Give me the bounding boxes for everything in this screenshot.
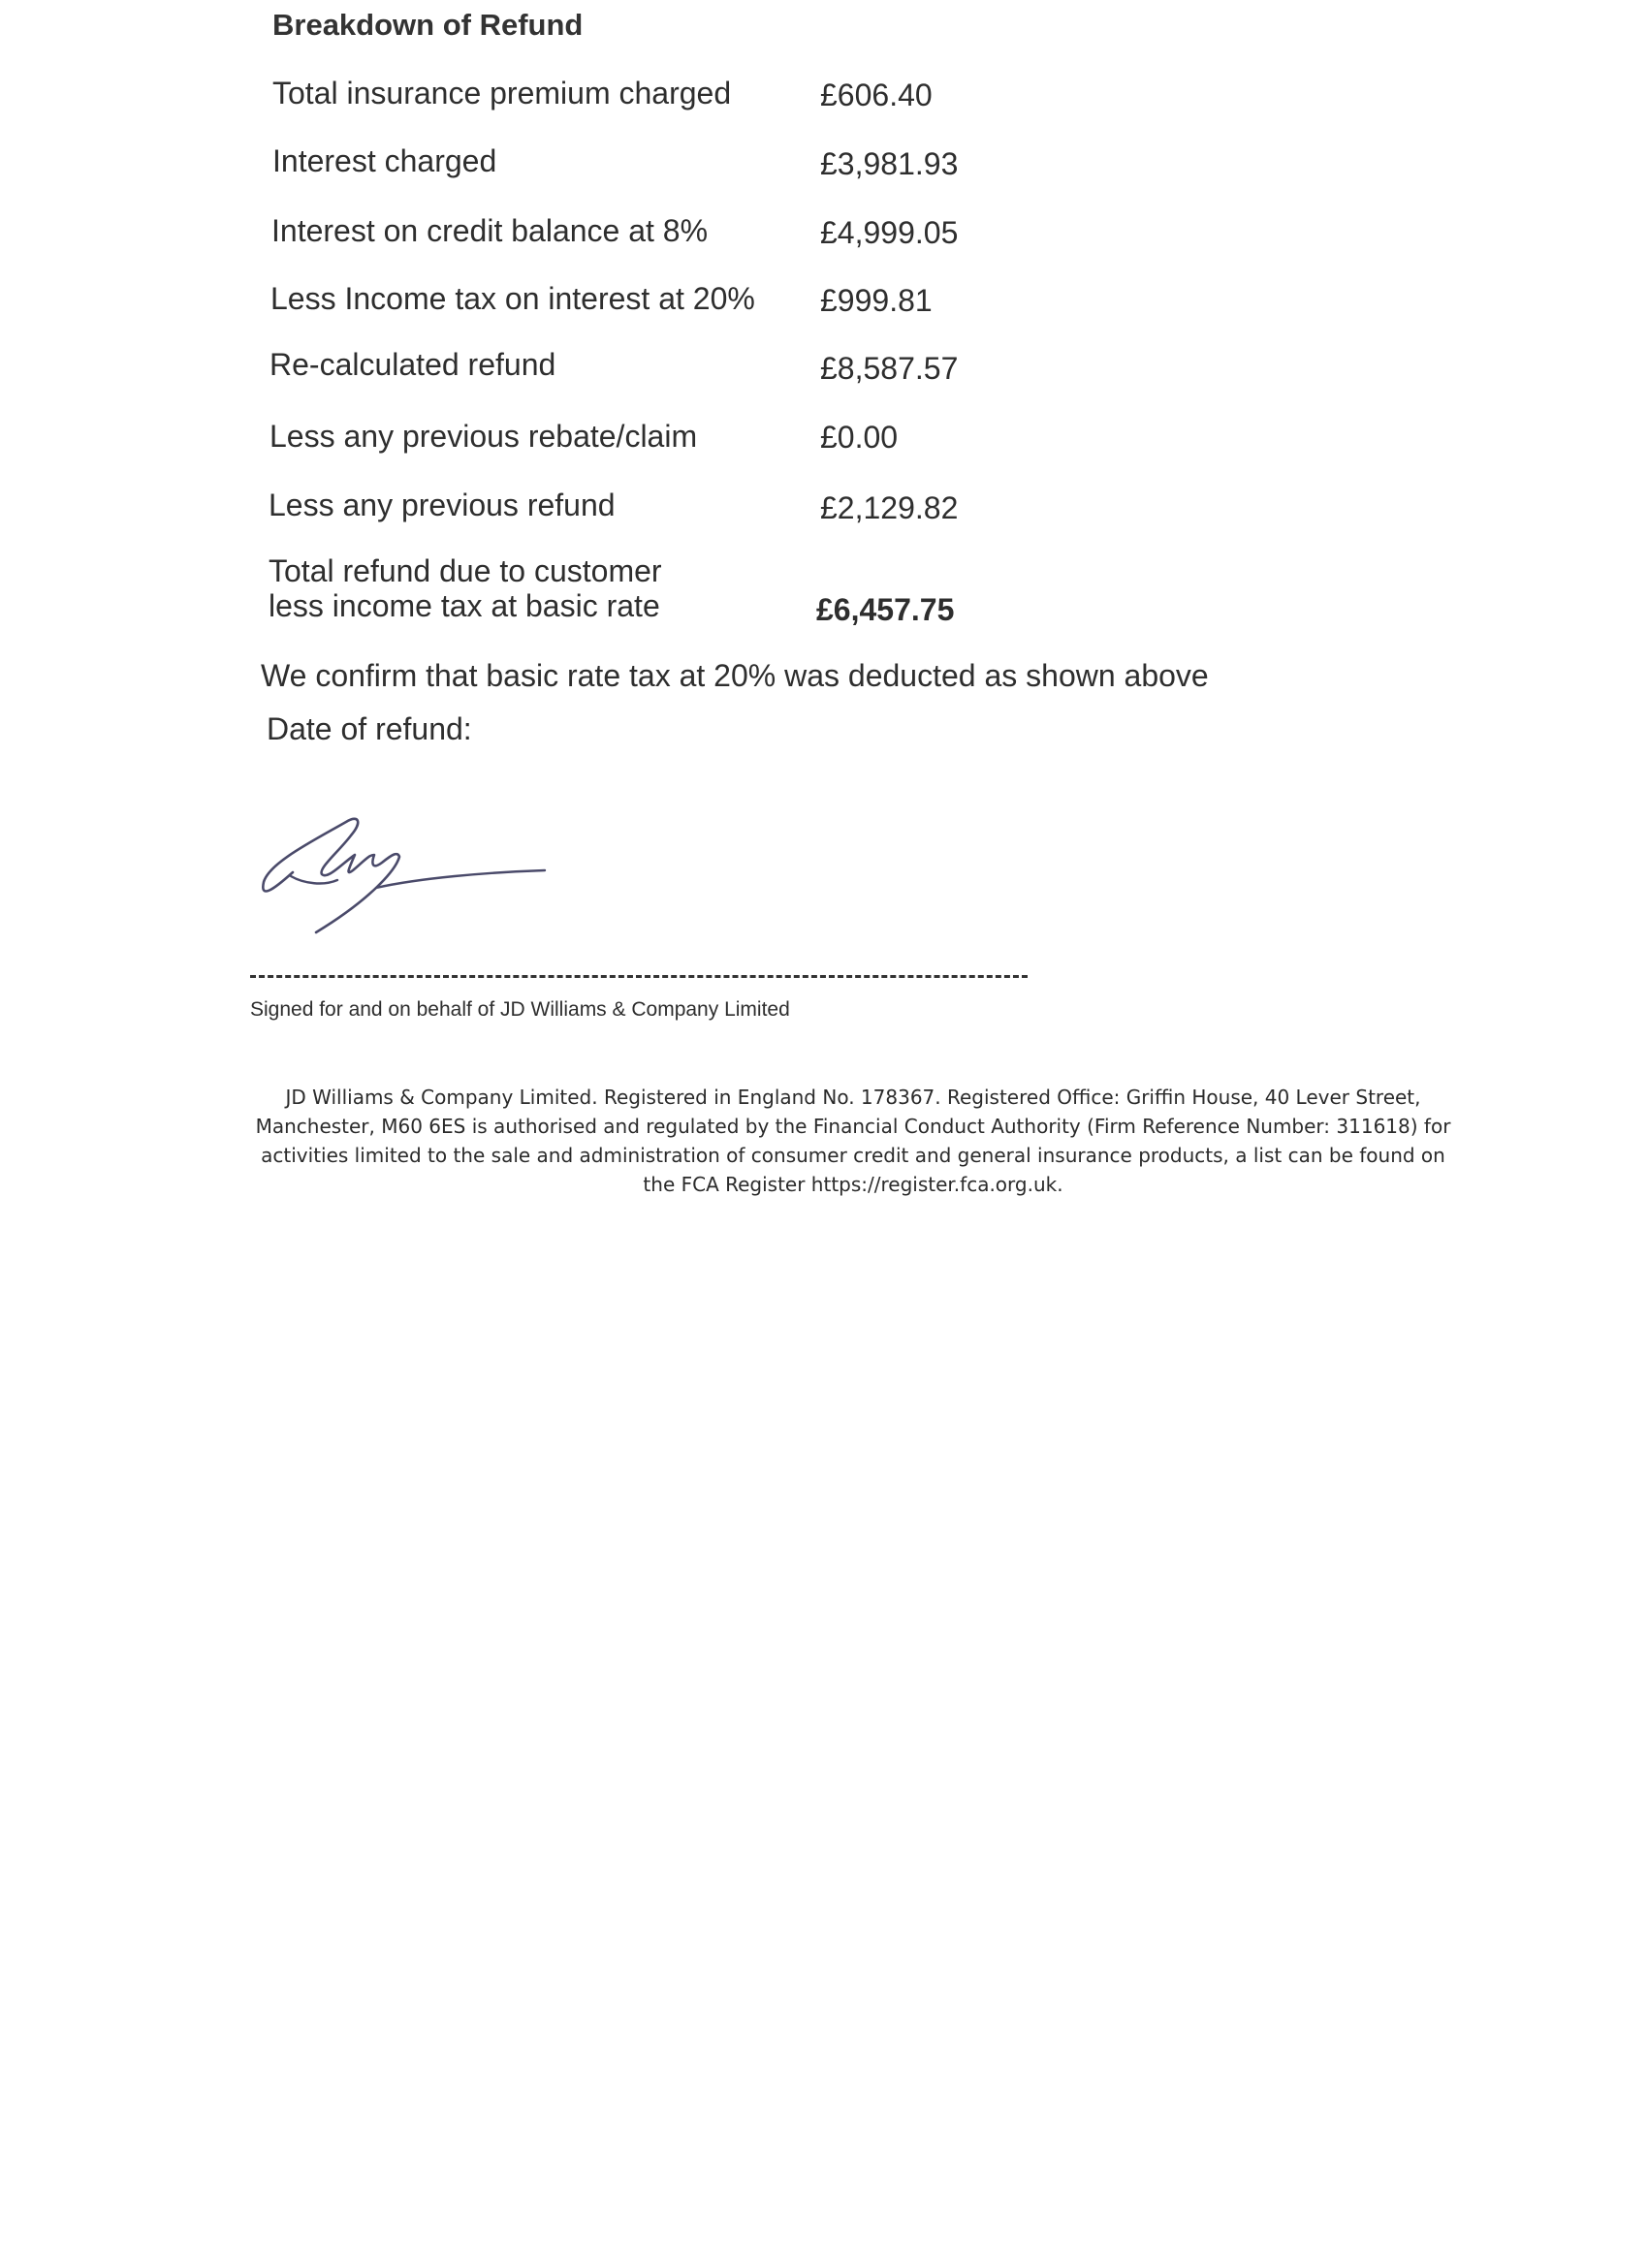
signed-on-behalf-text: Signed for and on behalf of JD Williams & Company Limited	[250, 998, 790, 1021]
total-refund-label	[269, 553, 773, 623]
footer-line: the FCA Register https://register.fca.org.uk.	[643, 1173, 1063, 1196]
row-label-previous-refund: Less any previous refund	[269, 488, 616, 522]
breakdown-heading: Breakdown of Refund	[272, 8, 584, 42]
date-of-refund-label: Date of refund:	[267, 711, 472, 746]
footer-line: Manchester, M60 6ES is authorised and regulated by the Financial Conduct Authority (Firm Reference Number: 311618) for	[255, 1115, 1451, 1138]
footer-line: JD Williams & Company Limited. Registered in England No. 178367. Registered Office: Griffin House, 40 Lever Street,	[285, 1086, 1421, 1109]
row-value-interest-charged: £3,981.93	[820, 146, 959, 181]
row-label-previous-rebate: Less any previous rebate/claim	[269, 419, 698, 454]
total-refund-label-line1: Total refund due to customer	[269, 553, 662, 588]
total-refund-label-line2: less income tax at basic rate	[269, 588, 660, 623]
signature	[254, 812, 555, 938]
total-refund-value: £6,457.75	[816, 592, 955, 627]
company-registration-footer	[242, 1083, 1464, 1199]
row-value-interest-credit: £4,999.05	[820, 215, 959, 250]
row-label-premium: Total insurance premium charged	[272, 76, 732, 110]
row-label-interest-credit: Interest on credit balance at 8%	[271, 213, 709, 248]
row-label-interest-charged: Interest charged	[272, 143, 497, 178]
footer-line: activities limited to the sale and administration of consumer credit and general insurance products, a list can be found on	[261, 1144, 1445, 1167]
row-value-premium: £606.40	[820, 78, 933, 112]
signature-line	[250, 975, 1028, 978]
row-label-recalculated: Re-calculated refund	[269, 347, 556, 382]
row-value-previous-refund: £2,129.82	[820, 490, 959, 525]
row-value-income-tax: £999.81	[820, 283, 933, 318]
row-value-previous-rebate: £0.00	[820, 420, 899, 455]
row-value-recalculated: £8,587.57	[820, 351, 959, 386]
row-label-income-tax: Less Income tax on interest at 20%	[270, 281, 755, 316]
tax-confirmation-text: We confirm that basic rate tax at 20% was deducted as shown above	[261, 658, 1209, 693]
